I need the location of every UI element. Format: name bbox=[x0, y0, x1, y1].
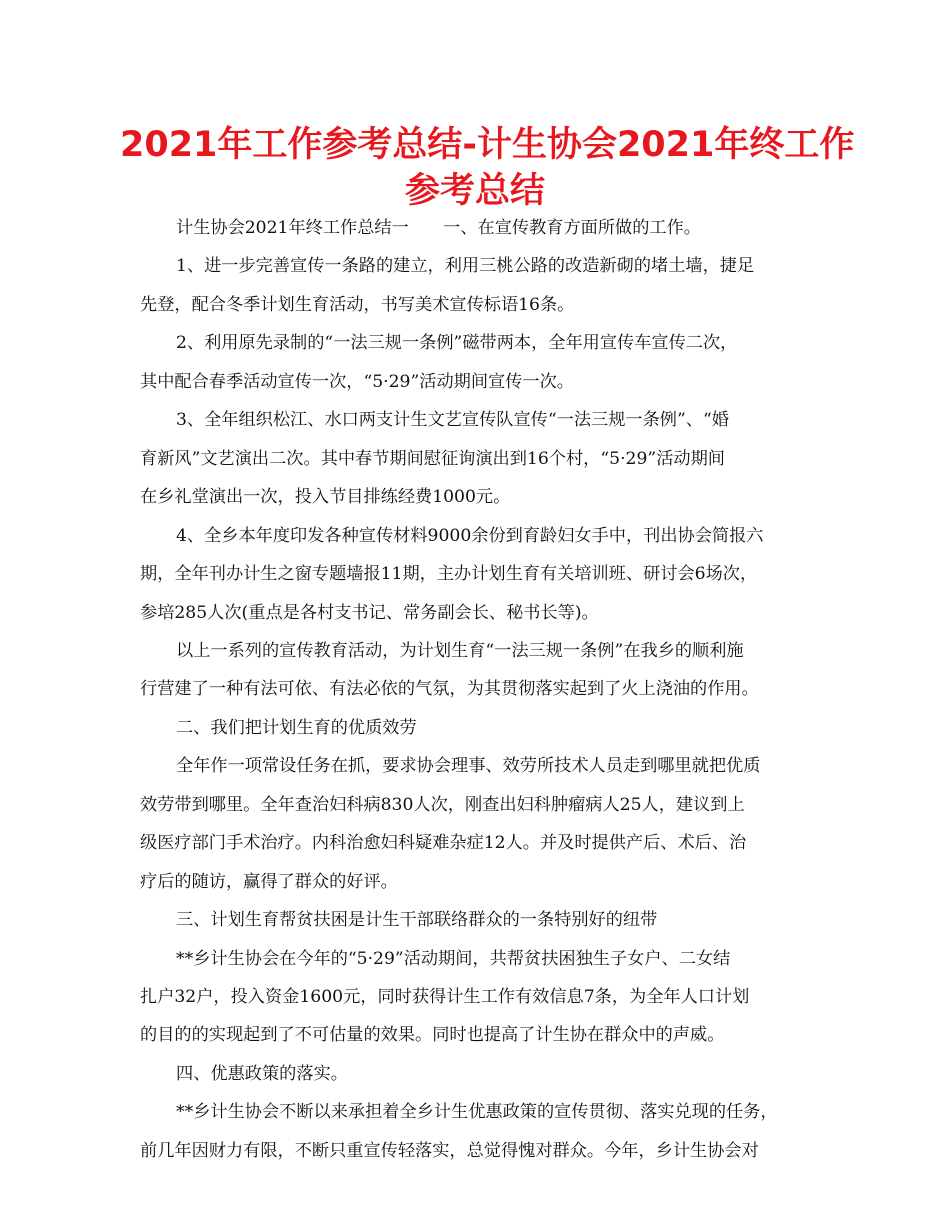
paragraph-line: 1、进一步完善宣传一条路的建立，利用三桃公路的改造新砌的堵土墙，捷足 bbox=[176, 256, 755, 277]
paragraph-line: 育新风”文艺演出二次。其中春节期间慰征询演出到16个村，“5·29”活动期间 bbox=[140, 448, 725, 469]
paragraph-line: 在乡礼堂演出一次，投入节目排练经费1000元。 bbox=[140, 487, 511, 508]
paragraph-line: 二、我们把计划生育的优质效劳 bbox=[176, 717, 417, 738]
document-title-line-2: 参考总结 bbox=[404, 171, 545, 211]
paragraph-line: 四、优惠政策的落实。 bbox=[176, 1063, 348, 1084]
paragraph-line: 扎户32户，投入资金1600元，同时获得计生工作有效信息7条，为全年人口计划 bbox=[140, 987, 750, 1007]
document-title-line-1: 2021年工作参考总结-计生协会2021年终工作 bbox=[120, 125, 855, 165]
paragraph-line: 疗后的随访，赢得了群众的好评。 bbox=[140, 871, 398, 892]
paragraph-line: 效劳带到哪里。全年查治妇科病830人次，刚查出妇科肿瘤病人25人，建议到上 bbox=[140, 794, 745, 815]
paragraph-line: 其中配合春季活动宣传一次，“5·29”活动期间宣传一次。 bbox=[140, 371, 574, 392]
paragraph-line: **乡计生协会不断以来承担着全乡计生优惠政策的宣传贯彻、落实兑现的任务， bbox=[176, 1102, 778, 1123]
paragraph-line: 前几年因财力有限，不断只重宣传轻落实，总觉得愧对群众。今年，乡计生协会对 bbox=[140, 1140, 759, 1161]
paragraph-line: 全年作一项常设任务在抓，要求协会理事、效劳所技术人员走到哪里就把优质 bbox=[176, 756, 761, 777]
paragraph-line: 以上一系列的宣传教育活动，为计划生育“一法三规一条例”在我乡的顺利施 bbox=[176, 640, 744, 661]
paragraph-line: 行营建了一种有法可依、有法必依的气氛，为其贯彻落实起到了火上浇油的作用。 bbox=[140, 679, 759, 700]
paragraph-line: 先登，配合冬季计划生育活动，书写美术宣传标语16条。 bbox=[140, 294, 575, 315]
paragraph-line: 期，全年刊办计生之窗专题墙报11期，主办计划生育有关培训班、研讨会6场次， bbox=[140, 564, 758, 585]
paragraph-line: 3、全年组织松江、水口两支计生文艺宣传队宣传“一法三规一条例”、“婚 bbox=[176, 410, 729, 431]
paragraph-line: 2、利用原先录制的“一法三规一条例”磁带两本，全年用宣传车宣传二次， bbox=[176, 333, 738, 354]
paragraph-line: **乡计生协会在今年的“5·29”活动期间，共帮贫扶困独生子女户、二女结 bbox=[176, 948, 731, 969]
paragraph-line: 4、全乡本年度印发各种宣传材料9000余份到育龄妇女手中，刊出协会简报六 bbox=[176, 525, 764, 546]
paragraph-line: 三、计划生育帮贫扶困是计生干部联络群众的一条特别好的纽带 bbox=[176, 910, 658, 931]
paragraph-line: 计生协会2021年终工作总结一 一、在宣传教育方面所做的工作。 bbox=[176, 218, 701, 238]
paragraph-line: 参培285人次(重点是各村支书记、常务副会长、秘书长等)。 bbox=[140, 602, 599, 623]
paragraph-line: 的目的的实现起到了不可估量的效果。同时也提高了计生协在群众中的声威。 bbox=[140, 1025, 725, 1046]
paragraph-line: 级医疗部门手术治疗。内科治愈妇科疑难杂症12人。并及时提供产后、术后、治 bbox=[140, 833, 747, 854]
